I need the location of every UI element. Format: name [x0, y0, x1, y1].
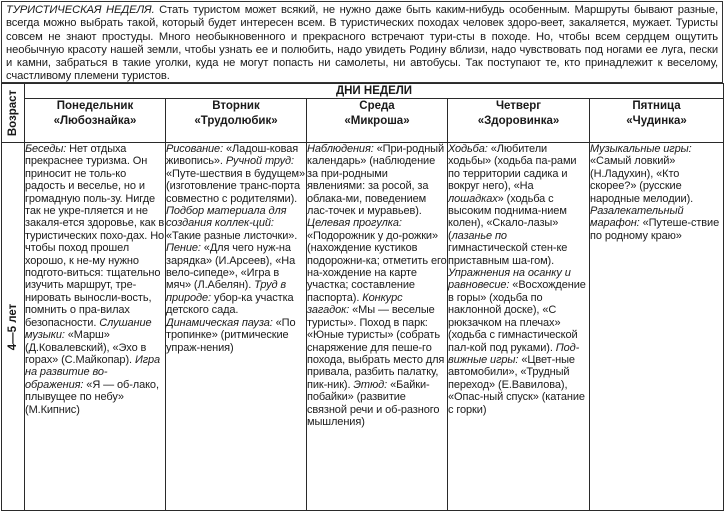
activity-label: Ручной труд:: [225, 155, 294, 168]
activity-label: Динамическая пауза:: [166, 316, 273, 329]
activity-cell-wednesday: [307, 143, 448, 511]
activity-text: «Для чего нуж-на зарядка» (И.Арсеев), «На вело-сипеде», «Игра в мяч» (Л.Абелян).: [166, 242, 296, 292]
activity-text: » (ходьба с высоким поднима-нием колен), «Скало-лазы» (: [448, 192, 567, 242]
activity-text: «Такие разные листочки».: [166, 229, 298, 242]
day-header-wednesday: [307, 99, 448, 143]
header-row-day-names: [2, 99, 724, 143]
activity-text: «Любители ходьбы» (ходьба па-рами по территории садика и вокруг него), «На: [448, 143, 577, 193]
activity-text: «Марш» (Д.Ковалевский), «Эхо в горах» (С.Майкопар).: [25, 329, 147, 366]
activity-text: «Самый ловкий» (Н.Ладухин), «Кто скорее?» (русские народные мелодии).: [590, 155, 694, 205]
activity-label: Целевая прогулка:: [307, 217, 402, 230]
tourist-week-table: [1, 83, 724, 511]
activity-label: Разалекательный марафон:: [590, 205, 684, 230]
activity-label: лазанье по: [451, 229, 507, 242]
activity-label: Наблюдения:: [307, 143, 374, 155]
day-label: Среда: [359, 100, 395, 112]
header-row-days: [2, 84, 724, 99]
table-row: [2, 143, 724, 511]
day-header-monday: [25, 99, 166, 143]
day-theme: «Трудолюбик»: [194, 115, 278, 127]
age-header-label: Возраст: [7, 89, 19, 137]
activity-cell-monday: [25, 143, 166, 511]
activity-text: «Путеше-ствие по родному краю»: [590, 217, 720, 242]
activity-label: Труд в природе:: [166, 279, 287, 304]
activity-label: Игра на развитие во-ображения:: [25, 353, 161, 391]
day-label: Понедельник: [56, 100, 134, 112]
activity-label: Беседы:: [25, 143, 67, 155]
activity-cell-thursday: [448, 143, 590, 511]
day-theme: «Чудинка»: [626, 115, 687, 127]
activity-label: Слушание музыки:: [25, 316, 152, 342]
days-of-week-header: ДНИ НЕДЕЛИ: [25, 84, 724, 99]
activity-text: гимнастической стен-ке приставным ша-гом).: [448, 242, 568, 267]
activity-text: «Я — об-лако, плывущее по небу» (М.Кипнис): [25, 378, 159, 416]
activity-text: «Цвет-ные автомобили», «Трудный переход» (Е.Вавилова), «Опас-ный спуск» (катание с горки): [448, 353, 585, 416]
activity-label: Упражнения на осанку и равновесие:: [448, 267, 571, 292]
activity-text: «При-родный календарь» (наблюдение за при-родными явлениями: за росой, за облака-ми, поведением лас-точек и муравьев).: [307, 143, 445, 218]
intro-paragraph: [1, 1, 723, 83]
activity-text: «Путе-шествия в будущем» (изготовление транс-порта совместно с родителями).: [166, 167, 306, 205]
activity-text: «Подорожник у до-рожки» (нахождение кустиков подорожни-ка; отметить его на-хождение на карте участка; составление паспорта).: [307, 229, 447, 304]
day-header-tuesday: [166, 99, 307, 143]
activity-text: Нет отдыха прекраснее туризма. Он приносит не толь-ко радость и веселье, но и громадную поль-зу. Нигде так не укре-пляется и не закаля-ется здоровье, как в туристических похо-дах. Но чтобы поход прошел хорошо, к не-му нужно подгото-виться: тщательно изучить маршрут, тре-нировать выносли-вость, помнить о пра-вилах безопасности.: [25, 143, 165, 329]
activity-label: Ходьба:: [448, 143, 488, 155]
age-column-header: [2, 84, 25, 143]
activity-label: Под-вижные игры:: [448, 341, 580, 366]
day-label: Четверг: [495, 100, 542, 112]
activity-text: «По тропинке» (ритмические упраж-нения): [166, 316, 296, 354]
activity-label: Пение:: [166, 242, 201, 255]
age-label: 4—5 лет: [7, 303, 19, 350]
activity-label: Музыкальные игры:: [590, 143, 692, 155]
activity-label: Рисование:: [166, 143, 224, 155]
activity-label: Конкурс загадок:: [307, 291, 403, 317]
intro-text: Стать туристом может всякий, не нужно даже быть каким-нибудь особенным. Маршруты бывают разные, всегда можно выбрать такой, который будет интересен всем. В туристических походах человек здоро-веет, закаляется, мужает. Туристы совсем не знают простуды. Много необыкновенного и прекрасного встречают тури-сты в походе. Но, чтобы всем сердцем ощутить необычную красоту нашей земли, чтобы узнать ее и полюбить, надо увидеть Родину вблизи, надо чувствовать под ногами ее луга, пески и камни, забраться в такие уголки, куда не могут попасть ни самолеты, ни автобусы. Так поступают те, кто принадлежит к веселому, счастливому племени туристов.: [6, 4, 718, 83]
activity-cell-tuesday: [166, 143, 307, 511]
activity-text: «Мы — веселые туристы». Поход в парк: «Юные туристы» (собрать снаряжение для пеше-го похода, выбрать место для привала, разбить палатку, пик-ник).: [307, 304, 445, 391]
activity-text: «Ладош-ковая живопись».: [166, 143, 299, 168]
activity-label: лошадках: [448, 192, 498, 205]
intro-title: ТУРИСТИЧЕСКАЯ НЕДЕЛЯ.: [6, 4, 155, 16]
day-label: Вторник: [212, 100, 260, 112]
day-theme: «Любознайка»: [53, 115, 137, 127]
age-cell: [2, 143, 25, 511]
activity-text: убор-ка участка детского сада.: [166, 291, 294, 317]
day-theme: «Здоровинка»: [477, 115, 560, 127]
activity-label: Этюд:: [353, 378, 388, 391]
activity-text: «Байки-побайки» (развитие связной речи и об-разного мышления): [307, 378, 440, 428]
day-header-thursday: [448, 99, 590, 143]
activity-label: Подбор материала для создания коллек-ций:: [166, 205, 287, 230]
activity-text: «Восхождение в горы» (ходьба по наклонной доске), «С рюкзачком на плечах» (ходьба с гимнастической пал-кой под руками).: [448, 279, 586, 354]
day-theme: «Микроша»: [344, 115, 410, 127]
activity-cell-friday: [590, 143, 724, 511]
day-label: Пятница: [632, 100, 681, 112]
day-header-friday: [590, 99, 724, 143]
